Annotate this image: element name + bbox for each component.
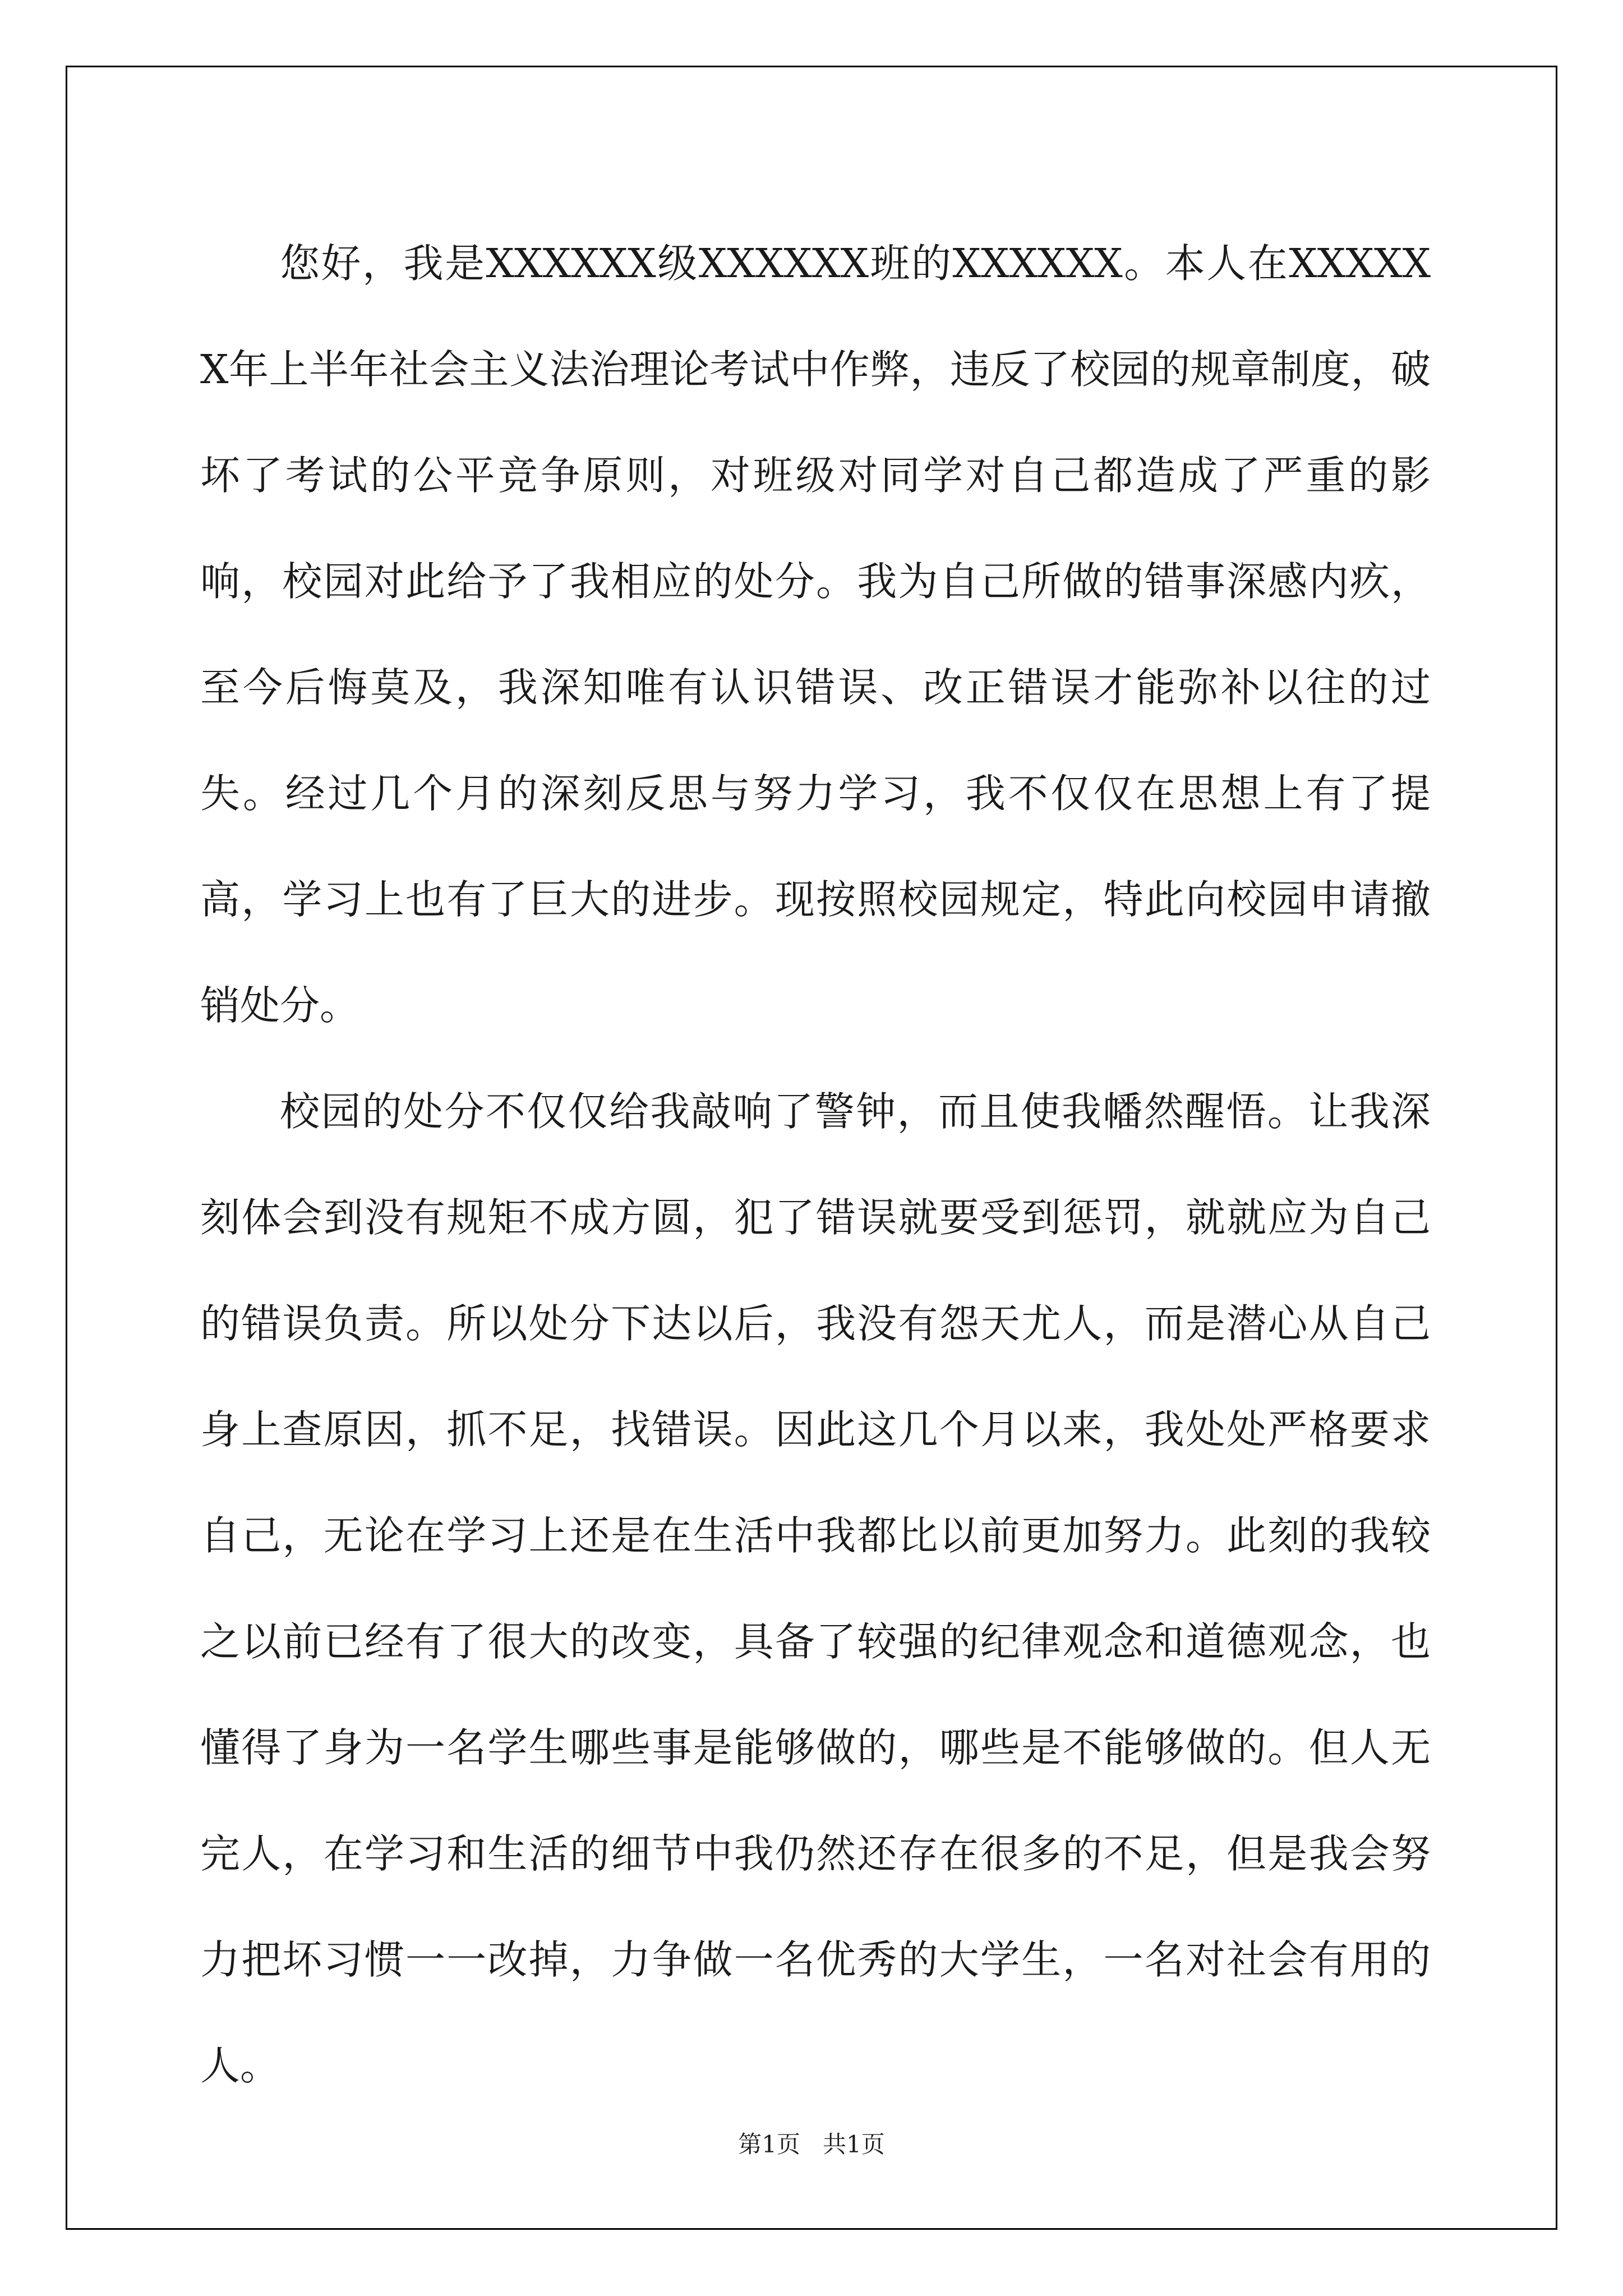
- document-body: [200, 210, 1431, 2119]
- page-number-total: 共1页: [823, 2131, 885, 2158]
- paragraph-2: 校园的处分不仅仅给我敲响了警钟，而且使我幡然醒悟。让我深刻体会到没有规矩不成方圆，犯了错误就要受到惩罚，就就应为自己的错误负责。所以处分下达以后，我没有怨天尤人，而是潜心从自己身上查原因，抓不足，找错误。因此这几个月以来，我处处严格要求自己，无论在学习上还是在生活中我都比以前更加努力。此刻的我较之以前已经有了很大的改变，具备了较强的纪律观念和道德观念，也懂得了身为一名学生哪些事是能够做的，哪些是不能够做的。但人无完人，在学习和生活的细节中我仍然还存在很多的不足，但是我会努力把坏习惯一一改掉，力争做一名优秀的大学生，一名对社会有用的人。: [200, 1088, 1431, 2089]
- page-number-current: 第1页: [738, 2131, 800, 2158]
- paragraph-1: 您好，我是XXXXXX级XXXXXX班的XXXXXX。本人在XXXXXX年上半年社会主义法治理论考试中作弊，违反了校园的规章制度，破坏了考试的公平竞争原则，对班级对同学对自己都造成了严重的影响，校园对此给予了我相应的处分。我为自己所做的错事深感内疚，至今后悔莫及，我深知唯有认识错误、改正错误才能弥补以往的过失。经过几个月的深刻反思与努力学习，我不仅仅在思想上有了提高，学习上也有了巨大的进步。现按照校园规定，特此向校园申请撤销处分。: [200, 240, 1431, 1029]
- page-footer: [0, 2126, 1623, 2160]
